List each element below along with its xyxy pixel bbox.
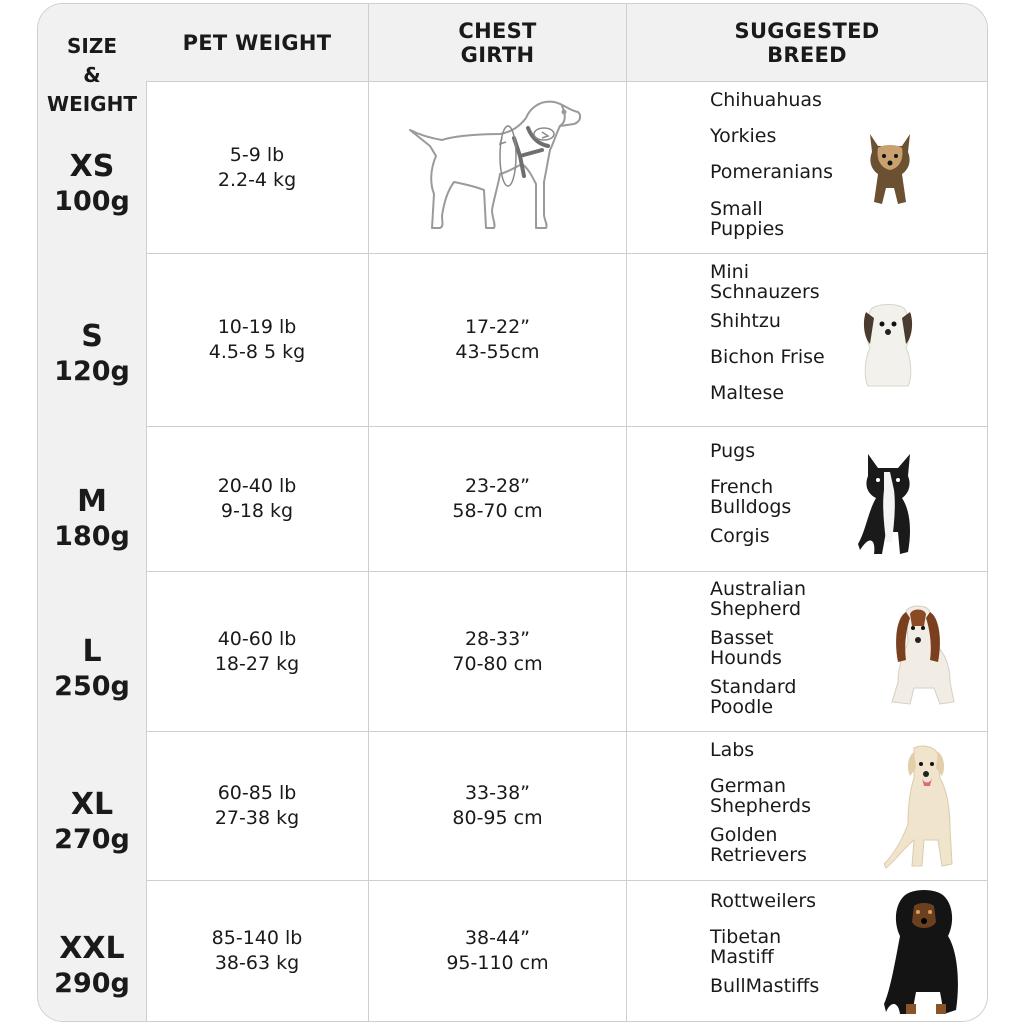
size-chart-table (37, 3, 988, 1022)
breed-name: French Bulldogs (710, 476, 792, 518)
breed-name: Small Puppies (710, 198, 785, 240)
breed-name: Yorkies (710, 125, 777, 147)
dog-harness-measure-icon (408, 98, 588, 238)
size-cell-xl: XL 270g (54, 787, 130, 855)
breed-name: Labs (710, 739, 755, 761)
breed-name: Rottweilers (710, 890, 817, 912)
labrador-icon (884, 744, 964, 872)
breed-name: Bichon Frise (710, 346, 825, 368)
breed-name: Australian Shepherd (710, 578, 807, 620)
pet-weight-cell: 10-19 lb 4.5-8 5 kg (208, 316, 306, 363)
breed-name: Standard Poodle (710, 676, 797, 718)
yorkie-icon (862, 128, 918, 208)
size-cell-xs: XS 100g (54, 149, 130, 217)
chest-girth-header: CHEST GIRTH (458, 18, 537, 67)
chest-girth-cell: 38-44” 95-110 cm (446, 927, 549, 974)
breed-name: Mini Schnauzers (710, 261, 820, 303)
pet-weight-cell: 20-40 lb 9-18 kg (217, 475, 297, 522)
pet-weight-cell: 85-140 lb 38-63 kg (211, 927, 303, 974)
breed-name: Pugs (710, 440, 756, 462)
boston-terrier-icon (858, 450, 918, 558)
chest-girth-cell: 33-38” 80-95 cm (452, 782, 543, 829)
breed-name: Basset Hounds (710, 627, 782, 669)
size-cell-xxl: XXL 290g (54, 931, 130, 999)
pet-weight-cell: 60-85 lb 27-38 kg (214, 782, 300, 829)
breed-name: Chihuahuas (710, 89, 822, 111)
breed-name: Tibetan Mastiff (710, 926, 782, 968)
chest-girth-illustration-cell (369, 82, 626, 253)
size-weight-header: SIZE & WEIGHT (47, 34, 137, 116)
chest-girth-cell: 28-33” 70-80 cm (452, 627, 543, 675)
breed-name: BullMastiffs (710, 975, 820, 997)
breed-name: Corgis (710, 525, 770, 547)
breed-name: Shihtzu (710, 310, 781, 332)
tibetan-mastiff-icon (884, 888, 964, 1020)
size-cell-l: L 250g (54, 634, 130, 702)
size-cell-m: M 180g (54, 484, 130, 552)
shih-tzu-icon (860, 298, 916, 388)
breed-name: Maltese (710, 382, 785, 404)
pet-weight-cell: 40-60 lb 18-27 kg (214, 627, 300, 675)
breed-name: Pomeranians (710, 161, 833, 183)
breed-name: Golden Retrievers (710, 824, 807, 866)
column-divider (626, 4, 627, 1021)
breed-name: German Shepherds (710, 775, 812, 817)
suggested-breed-header: SUGGESTED BREED (734, 18, 880, 67)
chest-girth-cell: 23-28” 58-70 cm (452, 475, 543, 522)
pet-weight-cell: 5-9 lb 2.2-4 kg (217, 143, 297, 191)
size-cell-s: S 120g (54, 319, 130, 387)
pet-weight-header: PET WEIGHT (182, 30, 332, 55)
basset-hound-icon (884, 602, 960, 706)
chest-girth-cell: 17-22” 43-55cm (455, 316, 540, 363)
